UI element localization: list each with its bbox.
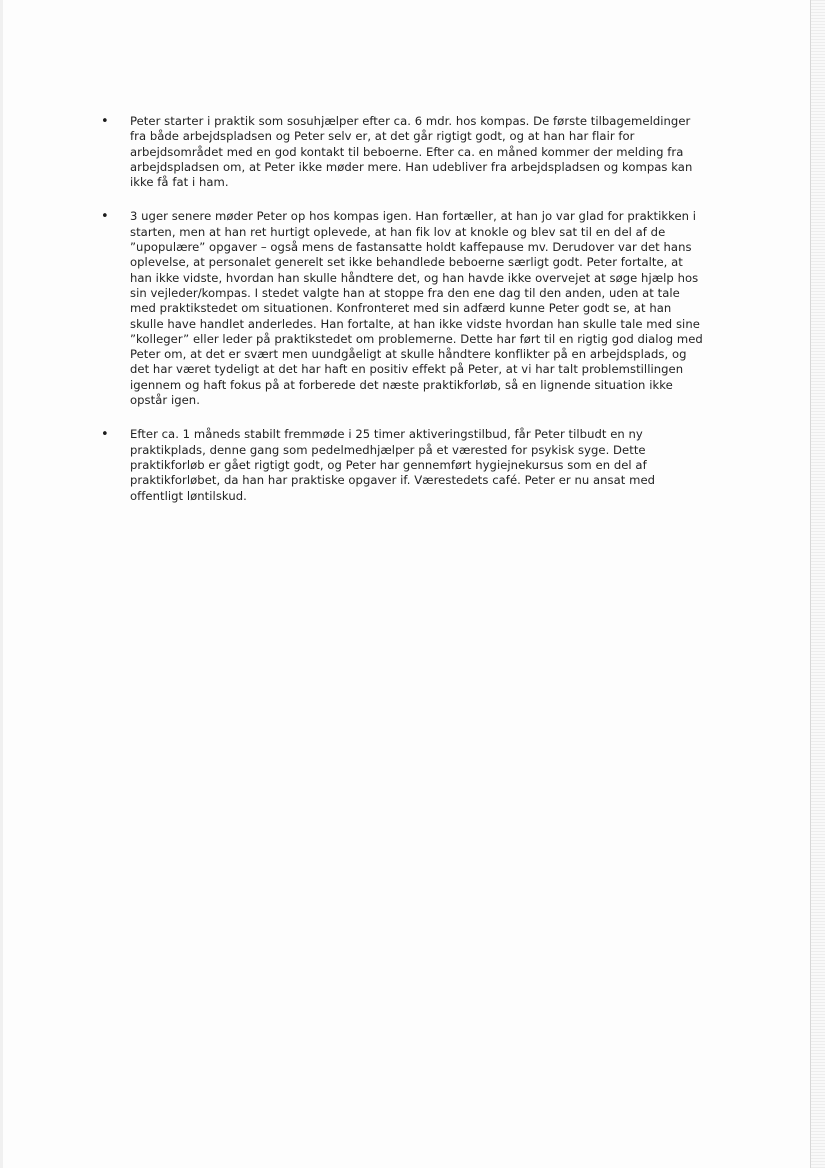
text-line: offentligt løntilskud. bbox=[130, 488, 247, 503]
bullet-marker: • bbox=[101, 114, 109, 129]
bullet-text bbox=[130, 114, 750, 190]
text-line: igennem og haft fokus på at forberede det næste praktikforløb, så en lignende situation ikke bbox=[130, 377, 673, 392]
bullet-text bbox=[130, 427, 750, 503]
bullet-item-tre-uger-senere bbox=[100, 209, 750, 408]
text-line: fra både arbejdspladsen og Peter selv er, at det går rigtigt godt, og at han har flair for bbox=[130, 129, 635, 144]
text-line: opstår igen. bbox=[130, 393, 200, 408]
text-line: ikke få fat i ham. bbox=[130, 175, 229, 190]
bullet-list bbox=[100, 114, 750, 504]
text-line: praktikplads, denne gang som pedelmedhjælper på et værested for psykisk syge. Dette bbox=[130, 442, 646, 457]
text-line: Peter om, at det er svært men uundgåeligt at skulle håndtere konflikter på en arbejdsplads, og bbox=[130, 347, 687, 362]
text-line: med praktikstedet om situationen. Konfronteret med sin adfærd kunne Peter godt se, at han bbox=[130, 301, 672, 316]
text-line: Efter ca. 1 måneds stabilt fremmøde i 25 timer aktiveringstilbud, får Peter tilbudt en ny bbox=[130, 427, 643, 442]
bullet-marker: • bbox=[101, 209, 109, 225]
text-line: arbejdsområdet med en god kontakt til beboerne. Efter ca. en måned kommer der melding fra bbox=[130, 144, 684, 159]
text-line: det har været tydeligt at det har haft en positiv effekt på Peter, at vi har talt problemstillingen bbox=[130, 362, 684, 377]
bullet-item-ny-praktikplads bbox=[100, 427, 750, 503]
text-line: arbejdspladsen om, at Peter ikke møder mere. Han udebliver fra arbejdspladsen og kompas kan bbox=[130, 159, 693, 174]
bullet-text bbox=[130, 209, 750, 408]
text-line: ”upopulære” opgaver – også mens de fastansatte holdt kaffepause mv. Derudover var det hans bbox=[130, 240, 692, 255]
text-line: sin vejleder/kompas. I stedet valgte han at stoppe fra den ene dag til den anden, uden at tale bbox=[130, 285, 680, 300]
text-line: Peter starter i praktik som sosuhjælper efter ca. 6 mdr. hos kompas. De første tilbagemeldinger bbox=[130, 114, 691, 128]
bullet-marker: • bbox=[101, 427, 109, 443]
scan-edge-right bbox=[810, 0, 825, 1168]
text-line: praktikforløbet, da han har praktiske opgaver if. Værestedets café. Peter er nu ansat med bbox=[130, 473, 656, 488]
bullet-item-praktik-start bbox=[100, 114, 750, 190]
text-line: praktikforløb er gået rigtigt godt, og Peter har gennemført hygiejnekursus som en del af bbox=[130, 457, 647, 472]
document-body bbox=[100, 114, 750, 523]
text-line: 3 uger senere møder Peter op hos kompas igen. Han fortæller, at han jo var glad for praktikken i bbox=[130, 209, 697, 224]
text-line: skulle have handlet anderledes. Han fortalte, at han ikke vidste hvordan han skulle tale med sine bbox=[130, 316, 700, 331]
text-line: oplevelse, at personalet generelt set ikke behandlede beboerne særligt godt. Peter fortalte, at bbox=[130, 255, 683, 270]
scan-edge-left bbox=[0, 0, 3, 1168]
text-line: han ikke vidste, hvordan han skulle håndtere det, og han havde ikke overvejet at søge hjælp hos bbox=[130, 270, 699, 285]
text-line: starten, men at han ret hurtigt oplevede, at han fik lov at knokle og blev sat til en del af de bbox=[130, 224, 666, 239]
text-line: ”kolleger” eller leder på praktikstedet om problemerne. Dette har ført til en rigtig god dialog med bbox=[130, 331, 703, 346]
